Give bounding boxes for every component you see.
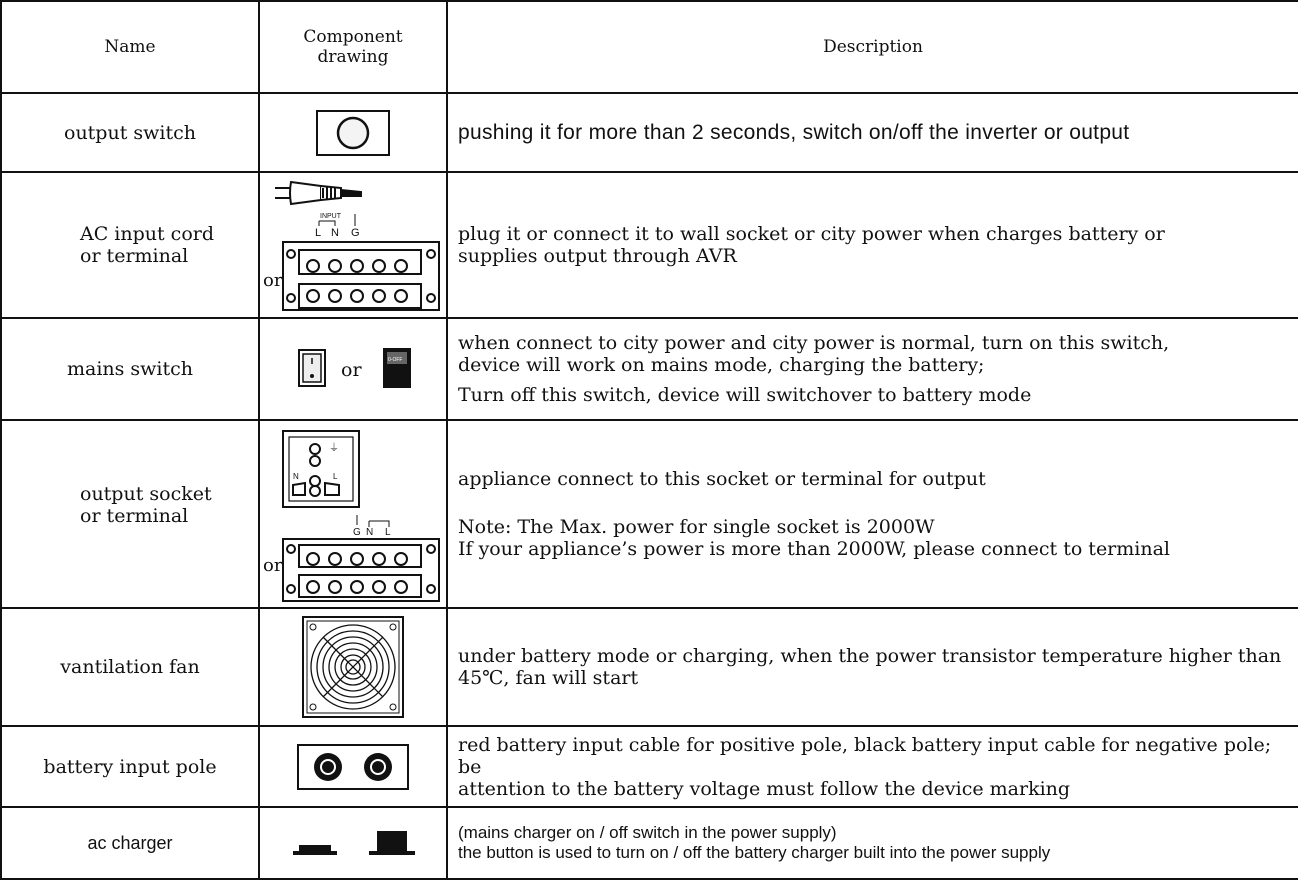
svg-text:0-OFF: 0-OFF <box>388 357 403 364</box>
drawing-output-socket <box>259 420 447 608</box>
row-name-output-switch: output switch <box>1 93 259 172</box>
rocker-switch-icon <box>283 344 423 394</box>
table-row <box>1 420 1298 608</box>
svg-text:N: N <box>331 227 339 240</box>
table-row <box>1 608 1298 726</box>
or-label: or <box>263 555 283 577</box>
push-button-icon <box>315 109 391 157</box>
svg-text:N: N <box>366 527 374 539</box>
svg-text:L: L <box>315 227 322 240</box>
input-label: INPUT <box>320 213 341 221</box>
table-header-row <box>1 1 1298 93</box>
battery-terminal-icon <box>296 743 410 791</box>
row-desc-ac-input: plug it or connect it to wall socket or city power when charges battery or supplies output through AVR <box>447 172 1298 318</box>
drawing-fan <box>259 608 447 726</box>
row-name-ac-input <box>1 172 259 318</box>
svg-text:L: L <box>385 527 391 539</box>
svg-text:⏚: ⏚ <box>329 443 339 455</box>
header-drawing-line1: Component <box>303 27 403 48</box>
or-label: or <box>341 359 362 382</box>
table-row <box>1 318 1298 421</box>
table-row <box>1 807 1298 879</box>
row-desc-ac-charger: (mains charger on / off switch in the power supply) the button is used to turn on / off the battery charger built into the power supply <box>447 807 1298 879</box>
header-name: Name <box>1 1 259 93</box>
row-name-mains-switch: mains switch <box>1 318 259 421</box>
svg-text:G: G <box>351 227 360 240</box>
row-name-ac-charger: ac charger <box>1 807 259 879</box>
svg-text:N: N <box>293 472 299 482</box>
table-row <box>1 172 1298 318</box>
row-name-line: or terminal <box>80 245 189 268</box>
svg-text:L: L <box>333 472 338 482</box>
drawing-output-switch <box>259 93 447 172</box>
row-name-fan: vantilation fan <box>1 608 259 726</box>
plug-and-terminal-icon <box>261 176 445 314</box>
plug-icon <box>275 182 361 204</box>
row-desc-output-switch: pushing it for more than 2 seconds, switch on/off the inverter or output <box>447 93 1298 172</box>
fan-icon <box>301 615 405 719</box>
svg-text:G: G <box>353 527 361 539</box>
row-desc-fan: under battery mode or charging, when the power transistor temperature higher than 45℃, fan will start <box>447 608 1298 726</box>
or-label: or <box>263 270 283 292</box>
drawing-mains-switch <box>259 318 447 421</box>
drawing-battery-pole <box>259 726 447 807</box>
row-name-output-socket: output socket or terminal <box>1 420 259 608</box>
header-component-drawing <box>259 1 447 93</box>
terminal-block-icon <box>283 242 439 310</box>
terminal-block-icon <box>283 539 439 601</box>
row-desc-output-socket: appliance connect to this socket or terminal for output Note: The Max. power for single socket is 2000W If your appliance’s power is more than 2000W, please connect to terminal <box>447 420 1298 608</box>
universal-socket-and-terminal-icon <box>261 425 445 603</box>
row-name-battery-pole: battery input pole <box>1 726 259 807</box>
header-drawing-line2: drawing <box>317 47 389 68</box>
table-row <box>1 93 1298 172</box>
table-row <box>1 726 1298 807</box>
header-description: Description <box>447 1 1298 93</box>
row-desc-battery-pole: red battery input cable for positive pole, black battery input cable for negative pole; be attention to the battery voltage must follow the device marking <box>447 726 1298 807</box>
drawing-ac-charger <box>259 807 447 879</box>
charger-button-icon <box>283 823 423 863</box>
row-name-line: AC input cord <box>80 223 215 246</box>
row-desc-mains-switch: when connect to city power and city power is normal, turn on this switch, device will work on mains mode, charging the battery; Turn off this switch, device will switchover to battery mode <box>447 318 1298 421</box>
universal-socket-icon <box>283 431 359 507</box>
drawing-ac-input <box>259 172 447 318</box>
